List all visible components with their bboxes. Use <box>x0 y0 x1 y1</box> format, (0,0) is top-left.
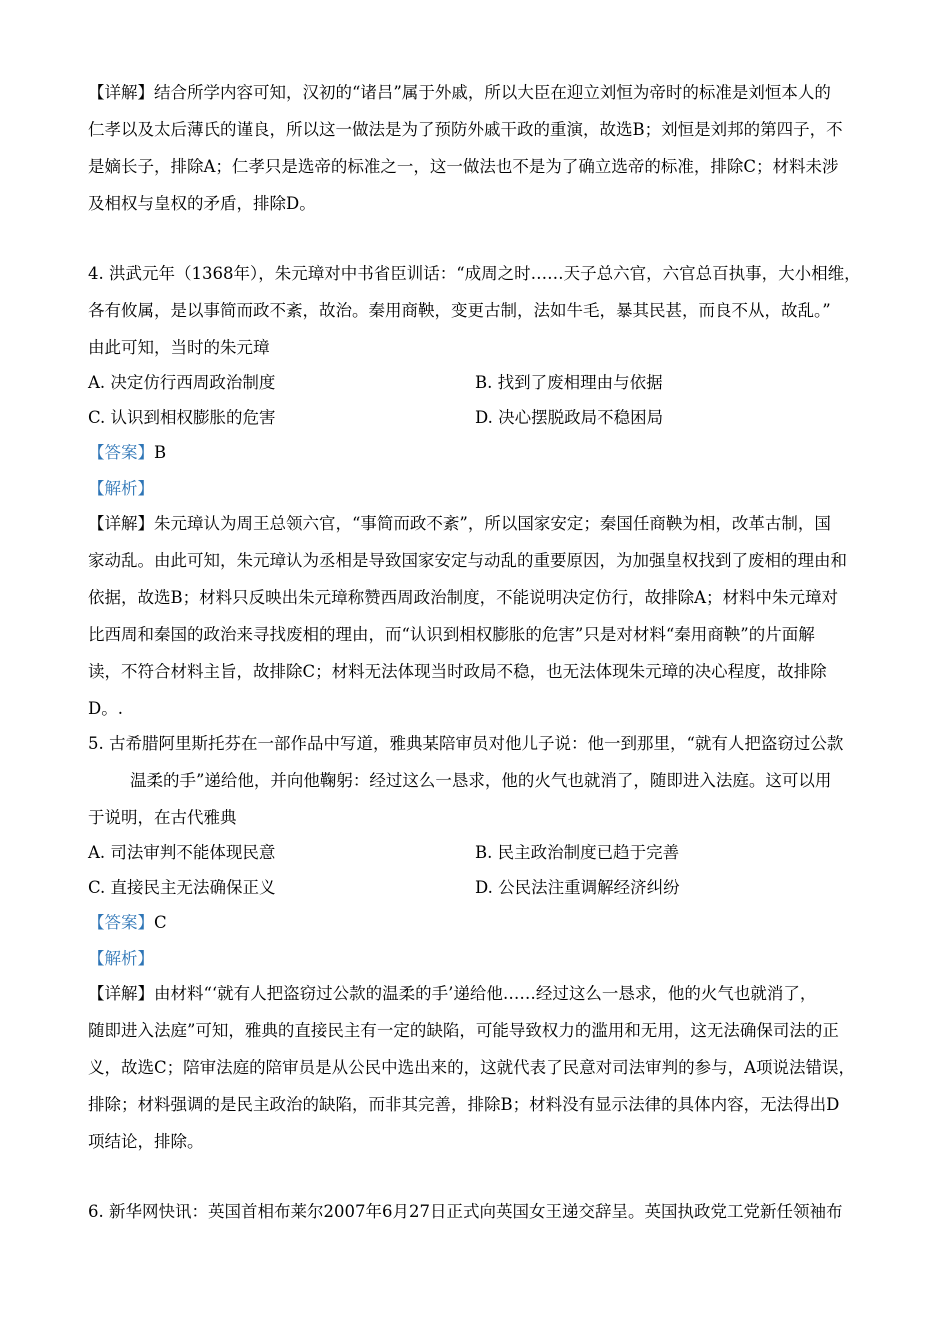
q5-detail-line: 【详解】由材料“‘就有人把盗窃过公款的温柔的手’递给他……经过这么一恳求，他的火气也就消了， <box>88 984 817 1003</box>
q5-option-d: D. 公民法注重调解经济纠纷 <box>475 878 680 897</box>
q4-detail-line: 家动乱。由此可知，朱元璋认为丞相是导致国家安定与动乱的重要原因，为加强皇权找到了废相的理由和 <box>88 551 847 570</box>
detail-tag: 【详解】 <box>88 83 154 102</box>
q5-detail-line: 项结论，排除。 <box>88 1132 204 1151</box>
q5-option-c: C. 直接民主无法确保正义 <box>88 878 276 897</box>
q4-option-d: D. 决心摆脱政局不稳困局 <box>475 408 664 427</box>
q4-stem-line: 各有攸属，是以事简而政不紊，故治。秦用商鞅，变更古制，法如牛毛，暴其民甚，而良不从，故乱。” <box>88 301 831 320</box>
q5-option-a: A. 司法审判不能体现民意 <box>88 843 276 862</box>
q4-stem-line: 4. 洪武元年（1368年），朱元璋对中书省臣训话：“成周之时……天子总六官，六官总百执事，大小相维， <box>88 264 861 283</box>
q4-option-a: A. 决定仿行西周政治制度 <box>88 373 276 392</box>
q5-detail-line: 排除；材料强调的是民主政治的缺陷，而非其完善，排除B；材料没有显示法律的具体内容，无法得出D <box>88 1095 840 1114</box>
q5-stem-line: 温柔的手”递给他，并向他鞠躬：经过这么一恳求，他的火气也就消了，随即进入法庭。这可以用 <box>130 771 832 790</box>
q3-detail-line: 【详解】结合所学内容可知，汉初的“诸吕”属于外戚，所以大臣在迎立刘恒为帝时的标准是刘恒本人的 <box>88 83 831 102</box>
q6-stem-line: 6. 新华网快讯：英国首相布莱尔2007年6月27日正式向英国女王递交辞呈。英国执政党工党新任领袖布 <box>88 1202 843 1221</box>
q3-detail-line: 仁孝以及太后薄氏的谨良，所以这一做法是为了预防外戚干政的重演，故选B；刘恒是刘邦的第四子，不 <box>88 120 843 139</box>
q5-analysis-tag: 【解析】 <box>88 949 154 968</box>
q4-stem-line: 由此可知，当时的朱元璋 <box>88 338 270 357</box>
q4-analysis-tag: 【解析】 <box>88 479 154 498</box>
q5-detail-line: 义，故选C；陪审法庭的陪审员是从公民中选出来的，这就代表了民意对司法审判的参与，A项说法错误， <box>88 1058 856 1077</box>
q4-detail-line: 比西周和秦国的政治来寻找废相的理由，而“认识到相权膨胀的危害”只是对材料“秦用商鞅”的片面解 <box>88 625 815 644</box>
q4-option-c: C. 认识到相权膨胀的危害 <box>88 408 276 427</box>
detail-tag: 【详解】 <box>88 514 154 533</box>
q4-answer-row <box>88 443 166 463</box>
q5-detail-line: 随即进入法庭”可知，雅典的直接民主有一定的缺陷，可能导致权力的滥用和无用，这无法确保司法的正 <box>88 1021 839 1040</box>
answer-tag: 【答案】 <box>88 913 154 932</box>
answer-tag: 【答案】 <box>88 443 154 462</box>
q5-answer: C <box>154 913 167 932</box>
q5-stem-line: 5. 古希腊阿里斯托芬在一部作品中写道，雅典某陪审员对他儿子说：他一到那里，“就有人把盗窃过公款 <box>88 734 844 753</box>
q4-detail-line: 依据，故选B；材料只反映出朱元璋称赞西周政治制度，不能说明决定仿行，故排除A；材料中朱元璋对 <box>88 588 839 607</box>
q3-detail-line: 及相权与皇权的矛盾，排除D。 <box>88 194 316 213</box>
q5-option-b: B. 民主政治制度已趋于完善 <box>475 843 680 862</box>
q4-option-b: B. 找到了废相理由与依据 <box>475 373 663 392</box>
detail-tag: 【详解】 <box>88 984 154 1003</box>
q4-detail-line: D。. <box>88 699 123 718</box>
q5-answer-row <box>88 913 167 933</box>
q5-stem-line: 于说明，在古代雅典 <box>88 808 237 827</box>
q4-answer: B <box>154 443 167 462</box>
q3-detail-line: 是嫡长子，排除A；仁孝只是选帝的标准之一，这一做法也不是为了确立选帝的标准，排除C；材料未涉 <box>88 157 839 176</box>
q4-detail-line: 【详解】朱元璋认为周王总领六官，“事简而政不紊”，所以国家安定；秦国任商鞅为相，改革古制，国 <box>88 514 831 533</box>
q4-detail-line: 读，不符合材料主旨，故排除C；材料无法体现当时政局不稳，也无法体现朱元璋的决心程度，故排除 <box>88 662 827 681</box>
